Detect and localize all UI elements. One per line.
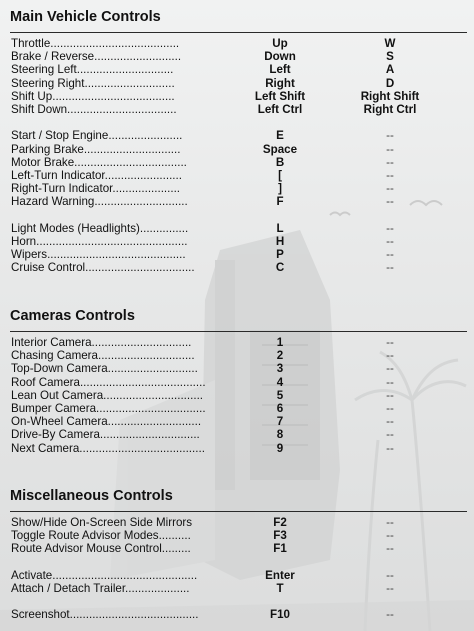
control-row-start-stop-engine bbox=[0, 129, 474, 142]
secondary-key: -- bbox=[386, 542, 394, 556]
primary-key: 9 bbox=[276, 441, 284, 455]
primary-key: P bbox=[276, 248, 284, 261]
primary-key: Left bbox=[269, 63, 291, 77]
secondary-key: -- bbox=[386, 581, 394, 595]
control-label: Motor Brake................................... bbox=[11, 155, 187, 169]
primary-key: [ bbox=[278, 168, 282, 182]
primary-key: Down bbox=[264, 50, 296, 64]
control-row-drive-by-camera bbox=[0, 428, 474, 441]
primary-key: L bbox=[276, 221, 284, 235]
control-label: Next Camera....................................... bbox=[11, 441, 205, 455]
secondary-key: Right Shift bbox=[360, 89, 420, 103]
secondary-key: -- bbox=[386, 428, 394, 442]
section-title-miscellaneous: Miscellaneous Controls bbox=[10, 488, 173, 504]
control-row-shift-up bbox=[0, 90, 474, 103]
primary-key: H bbox=[275, 234, 285, 248]
control-label: Left-Turn Indicator........................ bbox=[11, 168, 182, 182]
primary-key: 1 bbox=[276, 336, 284, 349]
secondary-key: -- bbox=[386, 362, 394, 376]
main-vehicle-controls-list bbox=[0, 37, 474, 274]
primary-key: F bbox=[276, 195, 284, 209]
control-row-cruise-control bbox=[0, 261, 474, 274]
primary-key: Space bbox=[262, 142, 298, 156]
secondary-key: -- bbox=[386, 261, 394, 275]
primary-key: B bbox=[275, 155, 285, 169]
primary-key: 6 bbox=[276, 401, 284, 415]
control-row-screenshot bbox=[0, 608, 474, 621]
control-label: Shift Up...................................... bbox=[11, 89, 175, 103]
control-label: Roof Camera....................................... bbox=[11, 375, 206, 389]
control-label: Throttle........................................ bbox=[11, 37, 180, 50]
primary-key: Right bbox=[265, 76, 295, 90]
control-row-steering-right bbox=[0, 77, 474, 90]
primary-key: 5 bbox=[276, 388, 284, 402]
primary-key: C bbox=[275, 261, 285, 275]
primary-key: Enter bbox=[265, 568, 295, 582]
miscellaneous-controls-list bbox=[0, 516, 474, 622]
control-label: Attach / Detach Trailer.................... bbox=[11, 581, 190, 595]
control-label: Bumper Camera.................................. bbox=[11, 401, 206, 415]
control-label: Chasing Camera.............................. bbox=[11, 349, 195, 363]
control-label: Toggle Route Advisor Modes.......... bbox=[11, 529, 191, 543]
control-row-side-mirrors bbox=[0, 516, 474, 529]
control-row-attach-detach-trailer bbox=[0, 582, 474, 595]
secondary-key: -- bbox=[386, 529, 394, 543]
control-row-activate bbox=[0, 569, 474, 582]
secondary-key: -- bbox=[386, 415, 394, 429]
secondary-key: -- bbox=[386, 516, 394, 529]
secondary-key: D bbox=[385, 76, 395, 90]
control-label: Hazard Warning............................. bbox=[11, 195, 188, 209]
control-label: Wipers........................................... bbox=[11, 248, 186, 261]
control-label: Route Advisor Mouse Control......... bbox=[11, 542, 191, 556]
primary-key: ] bbox=[278, 182, 282, 196]
section-divider bbox=[10, 32, 467, 33]
control-row-roof-camera bbox=[0, 376, 474, 389]
secondary-key: -- bbox=[386, 388, 394, 402]
row-spacer bbox=[0, 595, 474, 608]
row-spacer bbox=[0, 116, 474, 129]
control-label: Interior Camera............................... bbox=[11, 336, 192, 349]
control-label: Drive-By Camera............................... bbox=[11, 428, 200, 442]
control-label: Activate............................................. bbox=[11, 568, 198, 582]
control-row-hazard-warning bbox=[0, 195, 474, 208]
row-spacer bbox=[0, 208, 474, 221]
row-spacer bbox=[0, 556, 474, 569]
secondary-key: -- bbox=[386, 129, 394, 143]
control-row-steering-left bbox=[0, 63, 474, 76]
primary-key: 8 bbox=[276, 428, 284, 442]
control-row-lean-out-camera bbox=[0, 389, 474, 402]
primary-key: F3 bbox=[273, 529, 287, 543]
control-label: Steering Left.............................. bbox=[11, 63, 174, 77]
primary-key: 3 bbox=[276, 362, 284, 376]
section-divider bbox=[10, 511, 467, 512]
control-label: Top-Down Camera............................ bbox=[11, 362, 198, 376]
secondary-key: -- bbox=[386, 336, 394, 349]
control-row-route-advisor-mouse bbox=[0, 542, 474, 555]
secondary-key: -- bbox=[386, 155, 394, 169]
control-row-on-wheel-camera bbox=[0, 415, 474, 428]
control-row-throttle bbox=[0, 37, 474, 50]
control-row-route-advisor-modes bbox=[0, 529, 474, 542]
secondary-key: -- bbox=[386, 168, 394, 182]
secondary-key: Right Ctrl bbox=[363, 102, 417, 116]
section-title-cameras: Cameras Controls bbox=[10, 308, 135, 324]
primary-key: E bbox=[276, 129, 284, 143]
secondary-key: -- bbox=[386, 182, 394, 196]
secondary-key: W bbox=[384, 37, 396, 50]
secondary-key: -- bbox=[386, 375, 394, 389]
control-row-shift-down bbox=[0, 103, 474, 116]
primary-key: Left Shift bbox=[254, 89, 306, 103]
control-label: Horn............................................... bbox=[11, 234, 188, 248]
control-label: Right-Turn Indicator..................... bbox=[11, 182, 181, 196]
secondary-key: -- bbox=[386, 221, 394, 235]
secondary-key: -- bbox=[386, 568, 394, 582]
control-row-motor-brake bbox=[0, 156, 474, 169]
primary-key: Up bbox=[272, 37, 288, 50]
control-row-right-turn-indicator bbox=[0, 182, 474, 195]
secondary-key: -- bbox=[386, 248, 394, 261]
control-row-wipers bbox=[0, 248, 474, 261]
control-label: Light Modes (Headlights)............... bbox=[11, 221, 189, 235]
control-row-brake-reverse bbox=[0, 50, 474, 63]
control-row-left-turn-indicator bbox=[0, 169, 474, 182]
control-label: Parking Brake.............................. bbox=[11, 142, 181, 156]
secondary-key: -- bbox=[386, 401, 394, 415]
secondary-key: -- bbox=[386, 349, 394, 363]
secondary-key: -- bbox=[386, 234, 394, 248]
control-label: On-Wheel Camera............................. bbox=[11, 415, 202, 429]
secondary-key: -- bbox=[386, 195, 394, 209]
primary-key: Left Ctrl bbox=[257, 102, 303, 116]
primary-key: 4 bbox=[276, 375, 284, 389]
primary-key: F10 bbox=[270, 608, 290, 622]
control-row-parking-brake bbox=[0, 143, 474, 156]
control-row-next-camera bbox=[0, 442, 474, 455]
section-divider bbox=[10, 331, 467, 332]
primary-key: T bbox=[276, 581, 284, 595]
secondary-key: -- bbox=[386, 608, 394, 622]
control-label: Show/Hide On-Screen Side Mirrors bbox=[11, 516, 193, 529]
primary-key: 7 bbox=[276, 415, 284, 429]
control-label: Lean Out Camera............................... bbox=[11, 388, 204, 402]
primary-key: 2 bbox=[276, 349, 284, 363]
control-row-horn bbox=[0, 235, 474, 248]
secondary-key: -- bbox=[386, 142, 394, 156]
control-label: Start / Stop Engine....................... bbox=[11, 129, 183, 143]
control-row-chasing-camera bbox=[0, 349, 474, 362]
control-row-light-modes bbox=[0, 222, 474, 235]
control-row-top-down-camera bbox=[0, 362, 474, 375]
control-label: Shift Down.................................. bbox=[11, 102, 177, 116]
secondary-key: A bbox=[385, 63, 395, 77]
cameras-controls-list bbox=[0, 336, 474, 455]
control-row-bumper-camera bbox=[0, 402, 474, 415]
secondary-key: S bbox=[386, 50, 394, 64]
primary-key: F1 bbox=[273, 542, 287, 556]
primary-key: F2 bbox=[273, 516, 287, 529]
control-label: Cruise Control.................................. bbox=[11, 261, 195, 275]
secondary-key: -- bbox=[386, 441, 394, 455]
section-title-main-vehicle: Main Vehicle Controls bbox=[10, 9, 161, 25]
control-label: Brake / Reverse........................... bbox=[11, 50, 182, 64]
control-row-interior-camera bbox=[0, 336, 474, 349]
control-label: Steering Right............................ bbox=[11, 76, 175, 90]
control-label: Screenshot........................................ bbox=[11, 608, 199, 622]
